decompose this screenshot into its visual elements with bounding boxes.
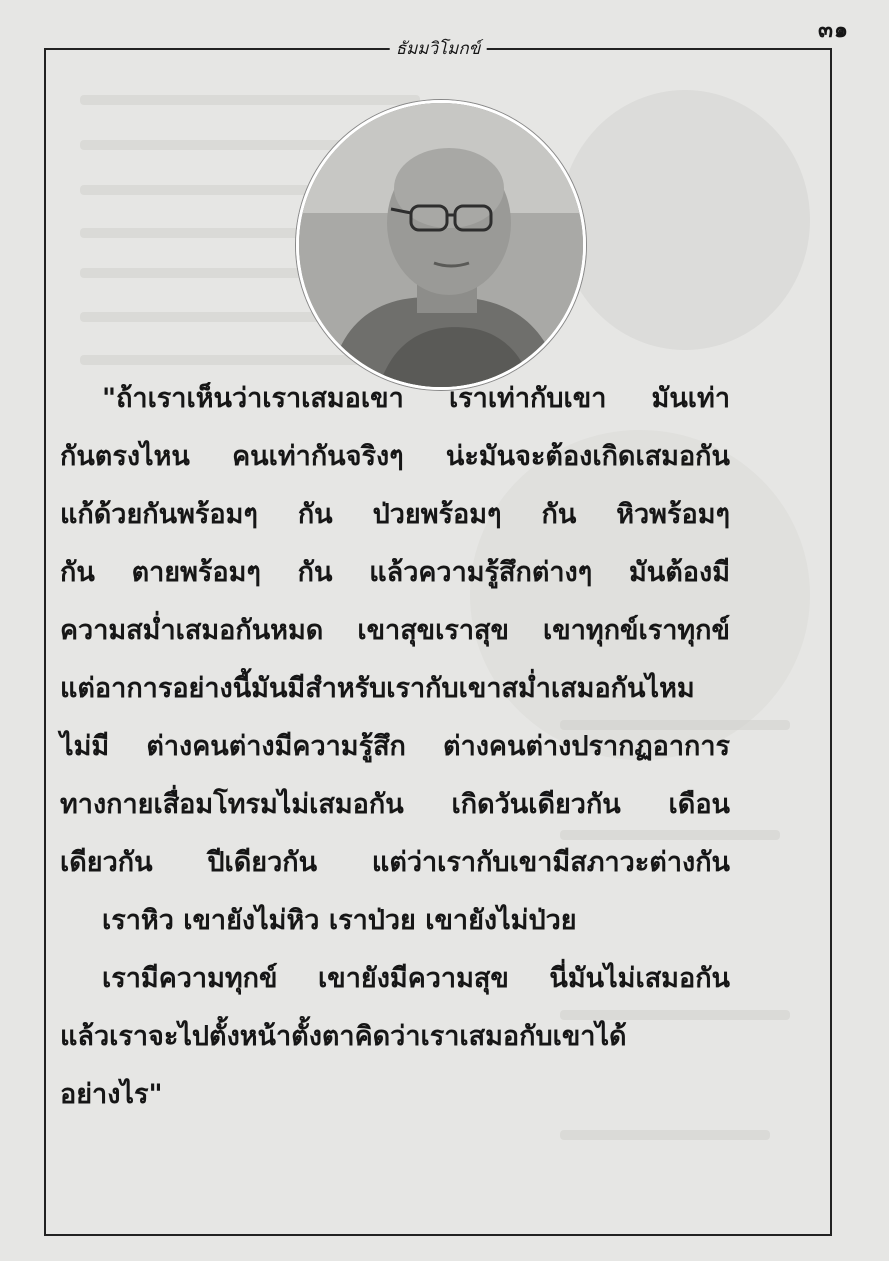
quote-line: ความสม่ำเสมอกันหมด เขาสุขเราสุข เขาทุกข์เราทุกข์ <box>60 615 730 646</box>
page-number: ๓๑ <box>817 18 849 43</box>
quote-line: แล้วเราจะไปตั้งหน้าตั้งตาคิดว่าเราเสมอกับเขาได้ <box>60 1021 627 1052</box>
quote-line: "ถ้าเราเห็นว่าเราเสมอเขา เราเท่ากับเขา มันเท่า <box>102 383 730 414</box>
quote-line: แต่อาการอย่างนี้มันมีสำหรับเรากับเขาสม่ำเสมอกันไหม <box>60 673 695 704</box>
quote-line: กัน ตายพร้อมๆ กัน แล้วความรู้สึกต่างๆ มันต้องมี <box>60 557 730 588</box>
quote-line: เราหิว เขายังไม่หิว เราป่วย เขายังไม่ป่วย <box>102 905 577 936</box>
frame-header-title: ธัมมวิโมกข์ <box>390 38 487 60</box>
quote-line: ไม่มี ต่างคนต่างมีความรู้สึก ต่างคนต่างปรากฏอาการ <box>60 731 730 762</box>
quote-line: ทางกายเสื่อมโทรมไม่เสมอกัน เกิดวันเดียวกัน เดือน <box>60 789 730 820</box>
monk-portrait-icon <box>296 100 586 390</box>
quote-line: อย่างไร" <box>60 1079 163 1110</box>
quote-line: แก้ด้วยกันพร้อมๆ กัน ป่วยพร้อมๆ กัน หิวพร้อมๆ <box>60 499 730 530</box>
quote-line: เรามีความทุกข์ เขายังมีความสุข นี่มันไม่เสมอกัน <box>102 963 730 994</box>
quote-text <box>60 374 730 1128</box>
quote-line: เดียวกัน ปีเดียวกัน แต่ว่าเรากับเขามีสภาวะต่างกัน <box>60 847 730 878</box>
quote-line: กันตรงไหน คนเท่ากันจริงๆ น่ะมันจะต้องเกิดเสมอกัน <box>60 441 730 472</box>
